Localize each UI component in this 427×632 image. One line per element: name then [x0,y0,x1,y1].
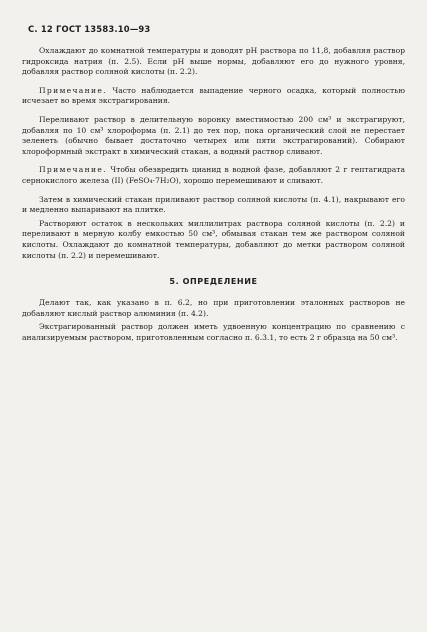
paragraph-concentration: Экстрагированный раствор должен иметь удвоенную концентрацию по сравнению с анализируемым раствором, приготовленным согласно п. 6.3.1, то есть 2 г образца на 50 см³. [22,322,405,342]
paragraph-extraction: Переливают раствор в делительную воронку вместимостью 200 см³ и экстрагируют, добавляя по 10 см³ хлороформа (п. 2.1) до тех пор, пока органический слой не перестает зеленеть (обычно бывает достаточно четырех или пяти экстрагирований). Собирают хлороформный экстракт в химический стакан, а водный раствор сливают. [22,114,405,156]
section-title: 5. ОПРЕДЕЛЕНИЕ [169,277,258,287]
page-header: С. 12 ГОСТ 13583.10—93 [28,24,151,34]
paragraph-evaporation: Затем в химический стакан приливают раствор соляной кислоты (п. 4.1), накрывают его и медленно выпаривают на плитке. [22,194,405,215]
paragraph-determination: Делают так, как указано в п. 6.2, но при приготовлении эталонных растворов не добавляют кислый раствор алюминия (п. 4.2). [22,298,405,318]
note-text: Чтобы обезвредить цианид в водной фазе, добавляют 2 г гептагидрата сернокислого железа (II) (FeSO₄·7H₂O), хорошо перемешивают и сливают. [22,165,405,185]
note-label: Примечание. [39,85,107,95]
note-text: Часто наблюдается выпадение черного осадка, который полностью исчезает во время экстрагирования. [22,85,405,106]
paragraph-note-precipitate [22,86,405,107]
paragraph-note-cyanide [22,165,405,186]
note-label: Примечание. [39,165,107,175]
paragraph-ph-adjustment: Охлаждают до комнатной температуры и доводят pH раствора по 11,8, добавляя раствор гидроксида натрия (п. 2.5). Если pH выше нормы, добавляют его до нужного уровня, добавляя раствор соляной кислоты (п. 2.2). [22,46,405,77]
paragraph-dissolution: Растворяют остаток в нескольких миллилитрах раствора соляной кислоты (п. 2.2) и переливают в мерную колбу емкостью 50 см³, обмывая стакан тем же раствором соляной кислоты. Охлаждают до комнатной температуры, добавляют до метки раствором соляной кислоты (п. 2.2) и перемешивают. [22,218,405,260]
